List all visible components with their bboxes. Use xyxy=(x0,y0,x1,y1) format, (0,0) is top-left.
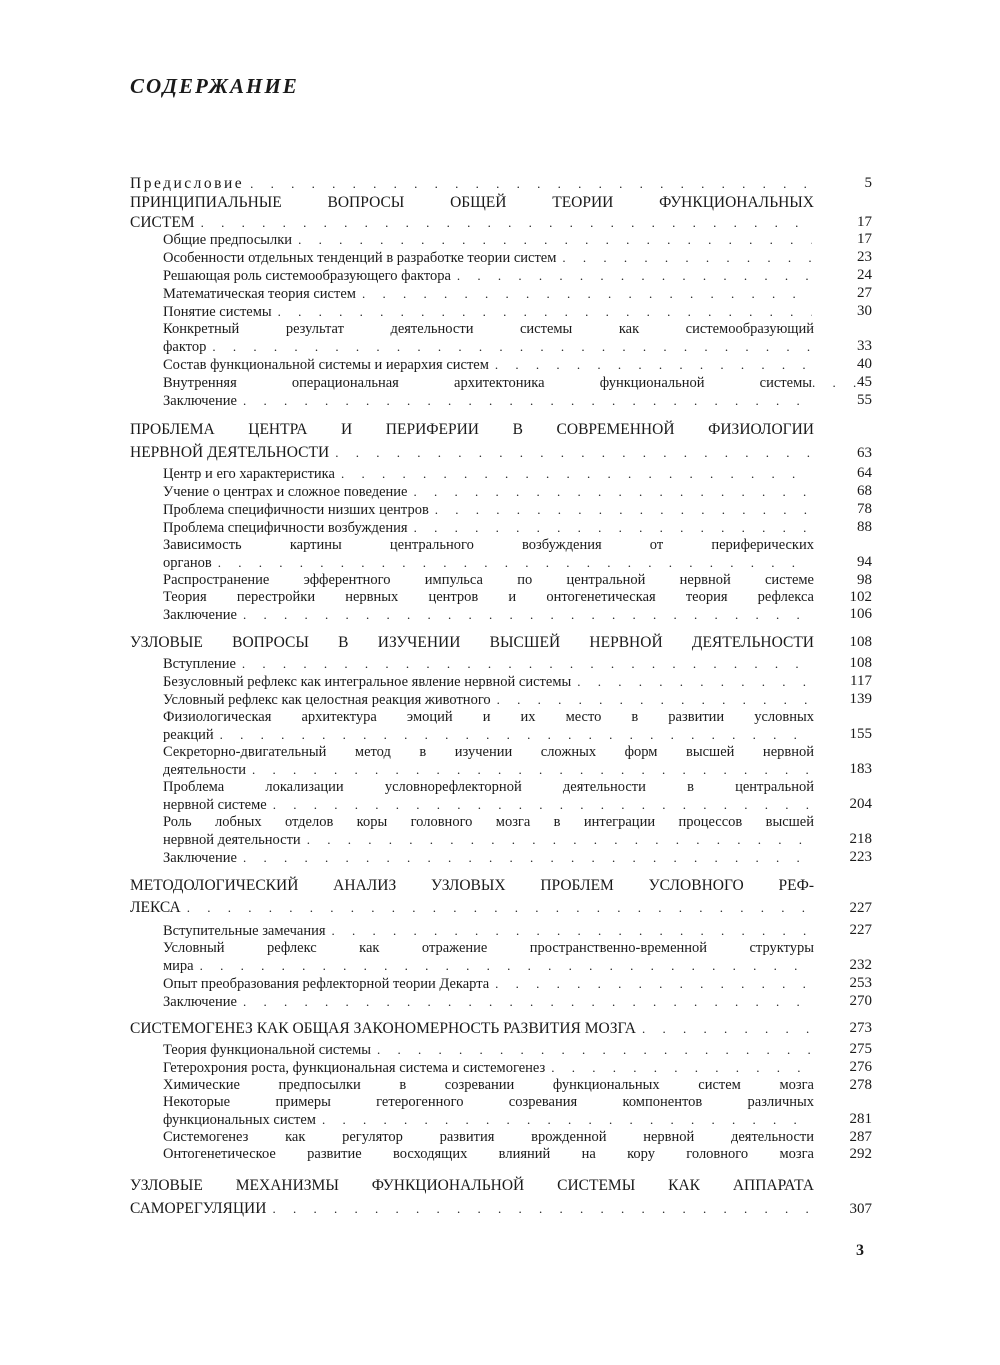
toc-item[interactable]: Учение о центрах и сложное поведение . . . 68 xyxy=(130,483,872,501)
toc-item[interactable]: Некоторые примеры гетерогенного созревания компонентов различных xyxy=(163,1094,814,1110)
toc-item[interactable]: Конкретный результат деятельности системы как системообразующий xyxy=(163,321,814,337)
toc-item[interactable]: Внутренняя операциональная архитектоника функциональной системы . . . 45 xyxy=(130,374,872,392)
toc-item-cont[interactable]: органов . . . 94 xyxy=(130,554,872,572)
toc-section-2[interactable]: НЕРВНОЙ ДЕЯТЕЛЬНОСТИ . . . 63 xyxy=(130,441,872,465)
toc-item[interactable]: Математическая теория систем . . . 27 xyxy=(130,285,872,303)
toc-item[interactable]: Химические предпосылки в созревании функциональных систем мозга 278 xyxy=(163,1077,872,1093)
toc-entry-preface[interactable] xyxy=(130,175,872,192)
toc-item-cont[interactable]: мира . . . 232 xyxy=(130,957,872,975)
toc-item[interactable]: Проблема специфичности низших центров . . . 78 xyxy=(130,501,872,519)
toc-item[interactable]: Гетерохрония роста, функциональная система и системогенез . . . 276 xyxy=(130,1059,872,1077)
toc-section-3[interactable]: УЗЛОВЫЕ ВОПРОСЫ В ИЗУЧЕНИИ ВЫСШЕЙ НЕРВНОЙ ДЕЯТЕЛЬНОСТИ 108 xyxy=(130,634,872,651)
toc-section-5[interactable]: СИСТЕМОГЕНЕЗ КАК ОБЩАЯ ЗАКОНОМЕРНОСТЬ РАЗВИТИЯ МОЗГА . . . 273 xyxy=(130,1020,872,1037)
toc-item[interactable]: Безусловный рефлекс как интегральное явление нервной системы . . . 117 xyxy=(130,673,872,691)
toc-section-2-heading[interactable]: ПРОБЛЕМА ЦЕНТРА И ПЕРИФЕРИИ В СОВРЕМЕННОЙ ФИЗИОЛОГИИ xyxy=(130,421,814,438)
toc-section-title: ПРИНЦИПИАЛЬНЫЕ ВОПРОСЫ ОБЩЕЙ ТЕОРИИ ФУНКЦИОНАЛЬНЫХ xyxy=(130,194,814,211)
toc-item-cont[interactable]: функциональных систем . . . 281 xyxy=(130,1111,872,1129)
toc-item[interactable]: Решающая роль системообразующего фактора . . . 24 xyxy=(130,267,872,285)
table-of-contents xyxy=(130,170,872,1221)
toc-item[interactable]: Заключение . . . 106 xyxy=(130,606,872,624)
dot-leader xyxy=(250,175,812,192)
toc-item-cont[interactable]: нервной системе . . . 204 xyxy=(130,796,872,814)
toc-item[interactable]: Вступительные замечания . . . 227 xyxy=(130,922,872,940)
toc-item[interactable]: Заключение . . . 223 xyxy=(130,849,872,867)
toc-item[interactable]: Состав функциональной системы и иерархия систем . . . 40 xyxy=(130,356,872,374)
toc-item[interactable]: Зависимость картины центрального возбуждения от периферических xyxy=(163,537,814,553)
toc-section-4[interactable]: ЛЕКСА . . . 227 xyxy=(130,897,872,919)
toc-item[interactable]: Системогенез как регулятор развития врожденной нервной деятельности 287 xyxy=(163,1129,872,1145)
toc-section-6[interactable]: САМОРЕГУЛЯЦИИ . . . 307 xyxy=(130,1197,872,1221)
toc-item[interactable]: Проблема локализации условнорефлекторной деятельности в центральной xyxy=(163,779,814,795)
toc-item[interactable]: Заключение . . . 55 xyxy=(130,392,872,410)
toc-item[interactable]: Вступление . . . 108 xyxy=(130,655,872,673)
toc-item[interactable]: Теория функциональной системы . . . 275 xyxy=(130,1041,872,1059)
toc-item[interactable]: Условный рефлекс как целостная реакция животного . . . 139 xyxy=(130,691,872,709)
toc-entry-title: Предисловие xyxy=(130,175,245,192)
toc-item[interactable]: Проблема специфичности возбуждения . . . 88 xyxy=(130,519,872,537)
toc-item-cont[interactable]: деятельности . . . 183 xyxy=(130,761,872,779)
toc-section-4-heading[interactable]: МЕТОДОЛОГИЧЕСКИЙ АНАЛИЗ УЗЛОВЫХ ПРОБЛЕМ УСЛОВНОГО РЕФ- xyxy=(130,877,814,894)
toc-item[interactable]: Онтогенетическое развитие восходящих влияний на кору головного мозга 292 xyxy=(163,1146,872,1162)
toc-section-1-heading[interactable] xyxy=(130,192,872,214)
page-title: СОДЕРЖАНИЕ xyxy=(130,74,299,98)
toc-section-6-heading[interactable]: УЗЛОВЫЕ МЕХАНИЗМЫ ФУНКЦИОНАЛЬНОЙ СИСТЕМЫ КАК АППАРАТА xyxy=(130,1177,814,1194)
toc-item-cont[interactable]: нервной деятельности . . . 218 xyxy=(130,831,872,849)
dot-leader xyxy=(201,214,812,231)
toc-item[interactable]: Понятие системы . . . 30 xyxy=(130,303,872,321)
page-number: 3 xyxy=(856,1242,864,1259)
toc-item[interactable]: Особенности отдельных тенденций в разработке теории систем . . . 23 xyxy=(130,249,872,267)
toc-item[interactable]: Заключение . . . 270 xyxy=(130,993,872,1011)
toc-section-1[interactable] xyxy=(130,214,872,231)
toc-item[interactable]: Физиологическая архитектура эмоций и их место в развитии условных xyxy=(163,709,814,725)
toc-item[interactable]: Условный рефлекс как отражение пространственно-временной структуры xyxy=(163,940,814,956)
toc-section-title-cont: СИСТЕМ xyxy=(130,214,195,231)
toc-item[interactable]: Центр и его характеристика . . . 64 xyxy=(130,465,872,483)
toc-item[interactable]: Секреторно-двигательный метод в изучении сложных форм высшей нервной xyxy=(163,744,814,760)
toc-item[interactable]: Общие предпосылки . . . 17 xyxy=(130,231,872,249)
toc-item-cont[interactable]: реакций . . . 155 xyxy=(130,726,872,744)
toc-item[interactable]: Опыт преобразования рефлекторной теории Декарта . . . 253 xyxy=(130,975,872,993)
toc-page-number: 5 xyxy=(864,175,872,191)
toc-page-number: 17 xyxy=(857,214,872,230)
toc-item-cont[interactable]: фактор . . . 33 xyxy=(130,338,872,356)
toc-item[interactable]: Теория перестройки нервных центров и онтогенетическая теория рефлекса 102 xyxy=(163,589,872,605)
toc-item[interactable]: Распространение эфферентного импульса по центральной нервной системе 98 xyxy=(163,572,872,588)
toc-item[interactable]: Роль лобных отделов коры головного мозга в интеграции процессов высшей xyxy=(163,814,814,830)
